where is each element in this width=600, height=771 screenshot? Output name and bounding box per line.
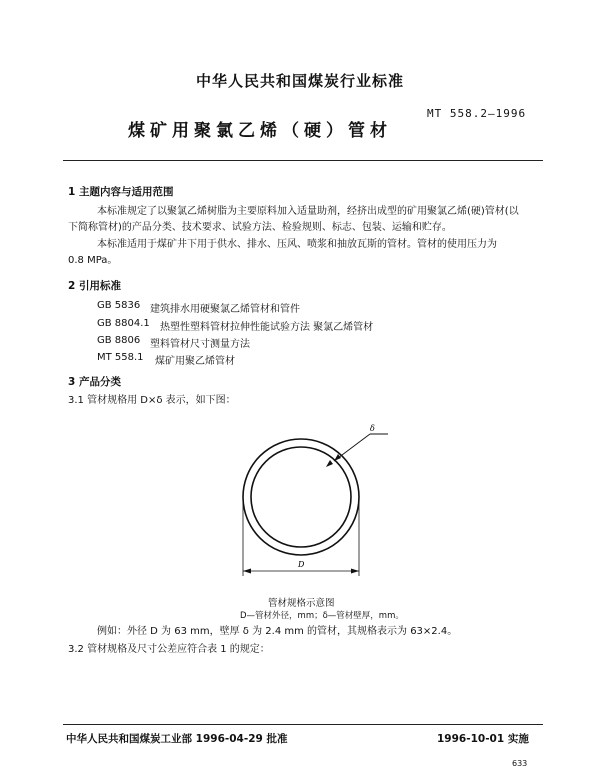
standard-title: 煤矿用聚氯乙烯（硬）管材 (128, 121, 392, 141)
ref-text-2: 热塑性塑料管材拉伸性能试验方法 聚氯乙烯管材 (160, 322, 374, 333)
header-rule (63, 160, 543, 161)
section-3-2-text: 3.2 管材规格及尺寸公差应符合表 1 的规定： (68, 644, 270, 655)
ref-code-2: GB 8804.1 (97, 318, 150, 329)
pipe-inner-circle (251, 447, 351, 547)
example-text: 例如：外径 D 为 63 mm，壁厚 δ 为 2.4 mm 的管材，其规格表示为 63×2.4。 (97, 626, 458, 637)
page-number: 633 (512, 759, 528, 768)
wall-arrow-inner (326, 460, 333, 467)
dim-arrow-left (243, 569, 251, 574)
ref-code-4: MT 558.1 (97, 352, 144, 363)
section-2-heading: 2 引用标准 (68, 280, 121, 292)
implementation-date: 1996-10-01 实施 (437, 733, 529, 745)
ref-code-3: GB 8806 (97, 335, 141, 346)
section-1-heading: 1 主题内容与适用范围 (68, 186, 174, 198)
section-1-para2-line1: 本标准适用于煤矿井下用于供水、排水、压风、喷浆和抽放瓦斯的管材。管材的使用压力为 (97, 239, 497, 250)
dim-arrow-right (351, 569, 359, 574)
footer-rule (63, 724, 543, 725)
figure-legend: D—管材外径，mm；δ—管材壁厚，mm。 (240, 611, 404, 621)
ref-code-1: GB 5836 (97, 300, 141, 311)
ref-text-4: 煤矿用聚乙烯管材 (155, 356, 235, 367)
figure-caption: 管材规格示意图 (268, 598, 335, 609)
pipe-cross-section-figure (230, 420, 400, 585)
org-title: 中华人民共和国煤炭行业标准 (195, 72, 404, 90)
label-outer-diameter: D (298, 560, 305, 569)
approval-text: 中华人民共和国煤炭工业部 1996-04-29 批准 (66, 733, 288, 745)
section-1-para1-line1: 本标准规定了以聚氯乙烯树脂为主要原料加入适量助剂，经挤出成型的矿用聚氯乙烯(硬)管材(以 (97, 206, 519, 217)
label-wall-thickness: δ (370, 424, 375, 433)
ref-text-1: 建筑排水用硬聚氯乙烯管材和管件 (150, 304, 300, 315)
section-1-para1-line2: 下简称管材)的产品分类、技术要求、试验方法、检验规则、标志、包装、运输和贮存。 (68, 222, 452, 233)
ref-text-3: 塑料管材尺寸测量方法 (150, 339, 250, 350)
section-3-1-text: 3.1 管材规格用 D×δ 表示，如下图： (68, 395, 236, 406)
section-3-heading: 3 产品分类 (68, 376, 121, 388)
pipe-outer-circle (243, 439, 359, 555)
section-1-para2-line2: 0.8 MPa。 (68, 255, 118, 266)
standard-code: MT 558.2—1996 (427, 107, 527, 120)
